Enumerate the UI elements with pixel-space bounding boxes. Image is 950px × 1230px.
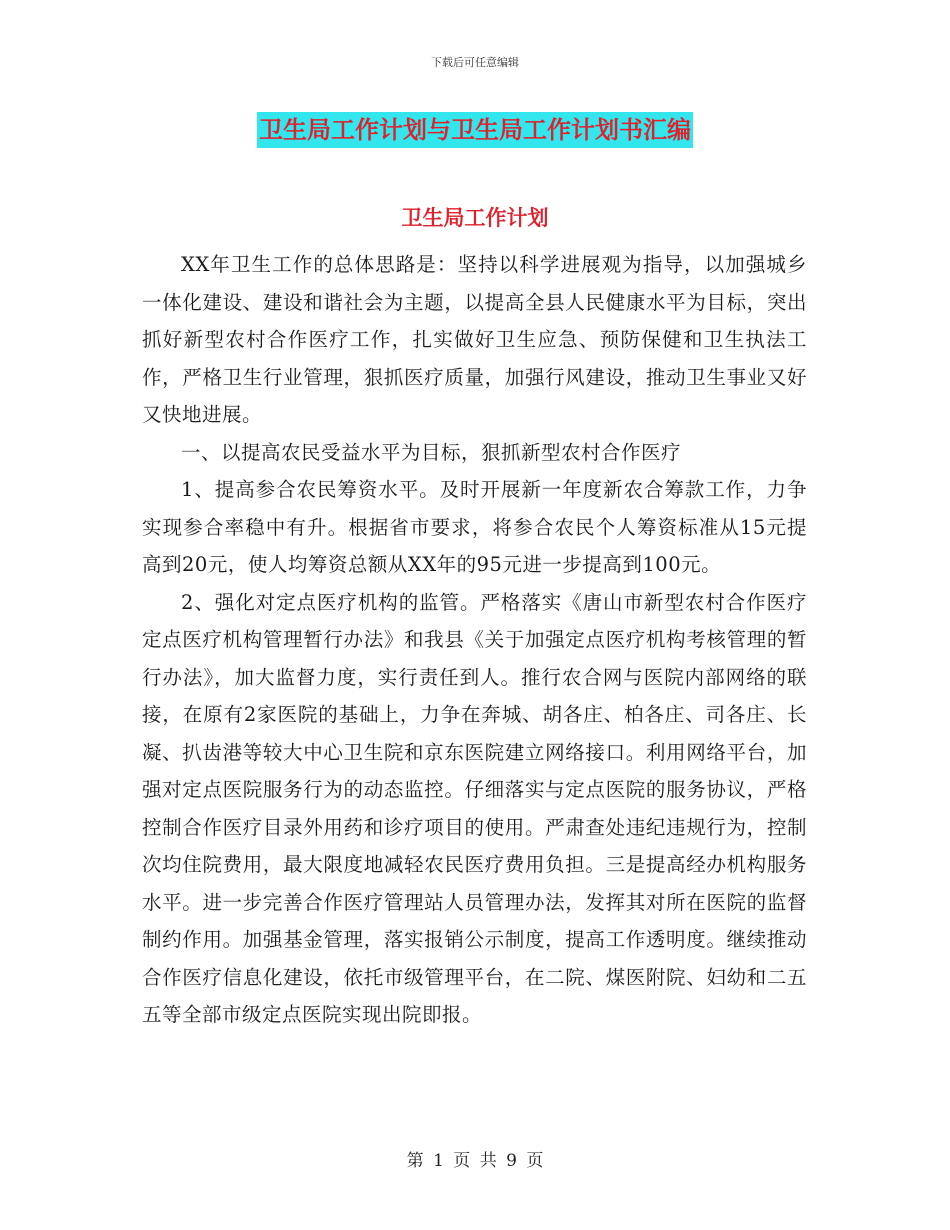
document-main-title: 卫生局工作计划与卫生局工作计划书汇编 xyxy=(257,112,693,148)
paragraph-section-heading: 一、以提高农民受益水平为目标，狠抓新型农村合作医疗 xyxy=(181,440,682,464)
paragraph-item-1: 1、提高参合农民筹资水平。及时开展新一年度新农合筹款工作，力争实现参合率稳中有升。根据省市要求，将参合农民个人筹资标准从15元提高到20元，使人均筹资总额从XX年的95元进一步提高到100元。 xyxy=(142,478,807,576)
section-title: 卫生局工作计划 xyxy=(401,206,549,230)
page-number-footer: 第 1 页 共 9 页 xyxy=(406,1151,544,1171)
document-body xyxy=(142,246,807,1034)
paragraph-item-2: 2、强化对定点医疗机构的监管。严格落实《唐山市新型农村合作医疗定点医疗机构管理暂行办法》和我县《关于加强定点医疗机构考核管理的暂行办法》，加大监督力度，实行责任到人。推行农合网与医院内部网络的联接，在原有2家医院的基础上，力争在奔城、胡各庄、柏各庄、司各庄、长凝、扒齿港等较大中心卫生院和京东医院建立网络接口。利用网络平台，加强对定点医院服务行为的动态监控。仔细落实与定点医院的服务协议，严格控制合作医疗目录外用药和诊疗项目的使用。严肃查处违纪违规行为，控制次均住院费用，最大限度地减轻农民医疗费用负担。三是提高经办机构服务水平。进一步完善合作医疗管理站人员管理办法，发挥其对所在医院的监督制约作用。加强基金管理，落实报销公示制度，提高工作透明度。继续推动合作医疗信息化建设，依托市级管理平台，在二院、煤医附院、妇幼和二五五等全部市级定点医院实现出院即报。 xyxy=(142,590,807,1026)
paragraph-overview: XX年卫生工作的总体思路是：坚持以科学进展观为指导，以加强城乡一体化建设、建设和谐社会为主题，以提高全县人民健康水平为目标，突出抓好新型农村合作医疗工作，扎实做好卫生应急、预防保健和卫生执法工作，严格卫生行业管理，狠抓医疗质量，加强行风建设，推动卫生事业又好又快地进展。 xyxy=(142,253,807,426)
main-title-container xyxy=(0,112,950,148)
page-header-note: 下载后可任意编辑 xyxy=(431,56,519,69)
